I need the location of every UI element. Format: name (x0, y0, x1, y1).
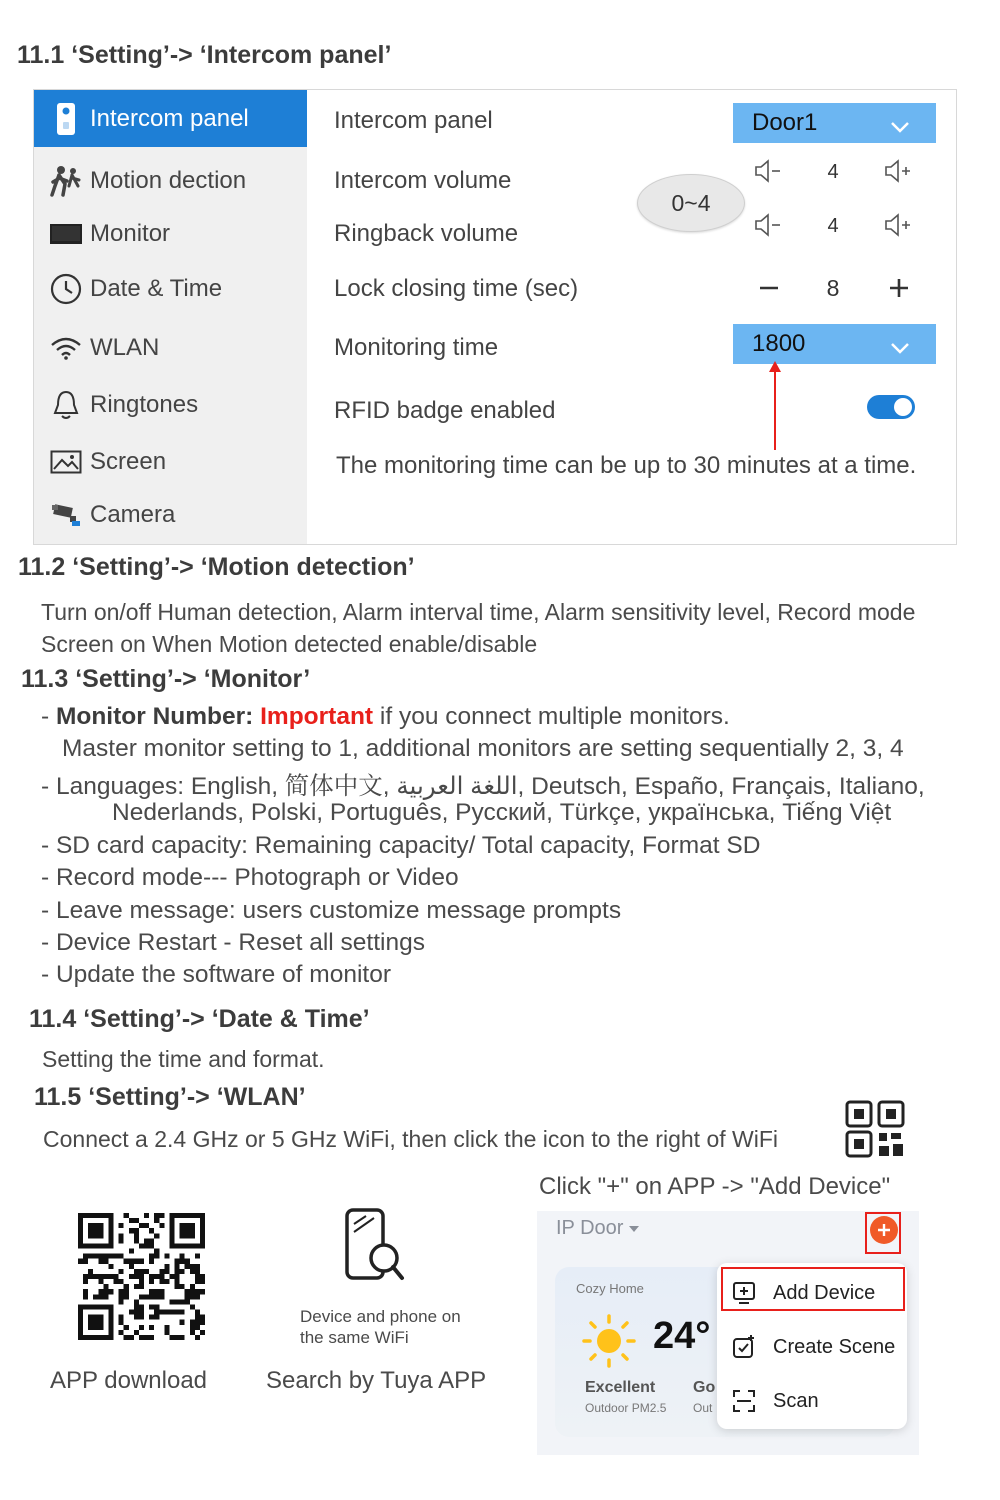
caret-down-icon (628, 1225, 640, 1233)
sidebar-item-label: Camera (90, 501, 176, 528)
intercom-panel-dropdown[interactable] (733, 103, 936, 143)
motion-person-icon (46, 164, 86, 198)
toggle-knob (894, 398, 912, 416)
sidebar-item-label: Screen (90, 448, 167, 475)
sidebar-item-ringtones[interactable] (34, 378, 307, 432)
section-heading-date-time: 11.4 ‘Setting’-> ‘Date & Time’ (29, 1005, 370, 1033)
phone-search-icon (344, 1208, 406, 1284)
same-wifi-line1: Device and phone on (300, 1307, 461, 1326)
intercom-settings-panel (33, 89, 957, 545)
volume-range-badge: 0~4 (637, 174, 745, 232)
monitoring-time-dropdown[interactable] (733, 324, 936, 364)
section-heading-intercom: 11.1 ‘Setting’-> ‘Intercom panel’ (17, 41, 392, 69)
lock-closing-value: 8 (826, 275, 840, 301)
sidebar-item-label: Date & Time (90, 275, 223, 302)
sidebar-item-label: Monitor (90, 220, 171, 247)
sidebar-item-label: Intercom panel (90, 104, 249, 132)
intercom-panel-label: Intercom panel (334, 107, 493, 134)
intercom-volume-label: Intercom volume (334, 167, 512, 194)
wlan-description: Connect a 2.4 GHz or 5 GHz WiFi, then click the icon to the right of WiFi (43, 1126, 778, 1152)
clock-icon (46, 273, 86, 305)
sun-icon (581, 1313, 637, 1369)
home-name: IP Door (556, 1217, 624, 1239)
chevron-down-icon (890, 334, 910, 362)
monitoring-time-label: Monitoring time (334, 334, 499, 361)
intercom-volume-value: 4 (827, 161, 839, 183)
intercom-icon (46, 102, 86, 136)
monitor-number-line (41, 703, 730, 731)
sidebar-item-label: Motion dection (90, 167, 247, 194)
app-download-label: APP download (50, 1367, 208, 1394)
sidebar-item-motion[interactable] (34, 154, 307, 208)
camera-icon (46, 502, 86, 528)
second-quality: Go (693, 1379, 716, 1396)
ringback-volume-value: 4 (827, 215, 839, 237)
motion-description-line1: Turn on/off Human detection, Alarm interval time, Alarm sensitivity level, Record mode (41, 599, 916, 625)
air-quality-label: Outdoor PM2.5 (585, 1401, 667, 1415)
menu-item-label: Add Device (773, 1281, 876, 1304)
section-heading-motion: 11.2 ‘Setting’-> ‘Motion detection’ (18, 553, 415, 581)
volume-up-icon[interactable] (884, 158, 914, 189)
arrow-up-icon (764, 360, 786, 452)
temperature: 24° (653, 1315, 711, 1357)
rfid-toggle[interactable] (867, 395, 915, 419)
menu-item-label: Scan (773, 1389, 819, 1412)
create-scene-icon (731, 1334, 761, 1360)
sidebar-item-monitor[interactable] (34, 207, 307, 261)
sidebar-item-date-time[interactable] (34, 262, 307, 316)
date-time-description: Setting the time and format. (42, 1046, 325, 1072)
qr-scan-icon (845, 1100, 907, 1158)
monitor-icon (46, 223, 86, 245)
menu-item-scan[interactable] (717, 1375, 907, 1427)
bell-icon (46, 389, 86, 421)
home-selector[interactable] (556, 1217, 640, 1240)
menu-item-create-scene[interactable] (717, 1321, 907, 1373)
restart-reset-line: - Device Restart - Reset all settings (41, 929, 425, 956)
volume-down-icon[interactable] (754, 158, 784, 189)
ringback-volume-label: Ringback volume (334, 220, 519, 247)
monitoring-time-value: 1800 (752, 330, 806, 357)
menu-item-label: Create Scene (773, 1335, 896, 1358)
minus-icon[interactable] (758, 277, 780, 304)
card-title: Cozy Home (576, 1281, 644, 1296)
volume-down-icon[interactable] (754, 212, 784, 243)
settings-sidebar (34, 90, 307, 544)
wifi-icon (46, 336, 86, 360)
sidebar-item-camera[interactable] (34, 488, 307, 542)
sd-card-line: - SD card capacity: Remaining capacity/ Total capacity, Format SD (41, 832, 761, 859)
intercom-panel-value: Door1 (752, 109, 818, 136)
update-software-line: - Update the software of monitor (41, 961, 391, 988)
air-quality: Excellent (585, 1379, 656, 1396)
plus-icon (876, 1222, 892, 1238)
monitor-number-text: if you connect multiple monitors. (373, 703, 730, 730)
add-plus-button[interactable] (870, 1216, 898, 1244)
second-quality-label: Out (693, 1401, 713, 1415)
chevron-down-icon (890, 113, 910, 141)
list-dash: - (41, 703, 56, 730)
languages-line2: Nederlands, Polski, Português, Pусский, Türkçe, українська, Tiếng Việt (112, 799, 892, 826)
monitoring-time-note: The monitoring time can be up to 30 minutes at a time. (336, 452, 917, 479)
search-tuya-label: Search by Tuya APP (266, 1367, 487, 1394)
section-heading-monitor: 11.3 ‘Setting’-> ‘Monitor’ (21, 665, 311, 693)
sidebar-item-intercom-panel[interactable] (34, 90, 307, 147)
record-mode-line: - Record mode--- Photograph or Video (41, 864, 459, 891)
motion-description-line2: Screen on When Motion detected enable/disable (41, 631, 538, 657)
important-label: Important (260, 703, 374, 730)
add-device-caption: Click "+" on APP -> "Add Device" (539, 1173, 891, 1200)
section-heading-wlan: 11.5 ‘Setting’-> ‘WLAN’ (34, 1083, 306, 1111)
app-download-qr-code (78, 1213, 205, 1340)
scan-icon (731, 1388, 761, 1414)
sidebar-item-wlan[interactable] (34, 321, 307, 375)
leave-message-line: - Leave message: users customize message prompts (41, 897, 622, 924)
sidebar-item-label: Ringtones (90, 391, 199, 418)
languages-line1: - Languages: English, 简体中文, اللغة العربية, Deutsch, Españo, Français, Italiano, (41, 773, 925, 800)
screen-image-icon (46, 450, 86, 474)
sidebar-item-screen[interactable] (34, 435, 307, 489)
lock-closing-label: Lock closing time (sec) (334, 275, 579, 302)
rfid-label: RFID badge enabled (334, 397, 556, 424)
volume-up-icon[interactable] (884, 212, 914, 243)
add-device-highlight-box (721, 1267, 905, 1311)
tuya-app-screenshot (537, 1211, 919, 1455)
plus-icon[interactable] (888, 277, 910, 304)
monitor-number-label: Monitor Number: (55, 703, 261, 730)
sidebar-item-label: WLAN (90, 334, 160, 361)
same-wifi-line2: the same WiFi (300, 1328, 409, 1347)
monitor-number-line2: Master monitor setting to 1, additional monitors are setting sequentially 2, 3, 4 (62, 735, 904, 762)
